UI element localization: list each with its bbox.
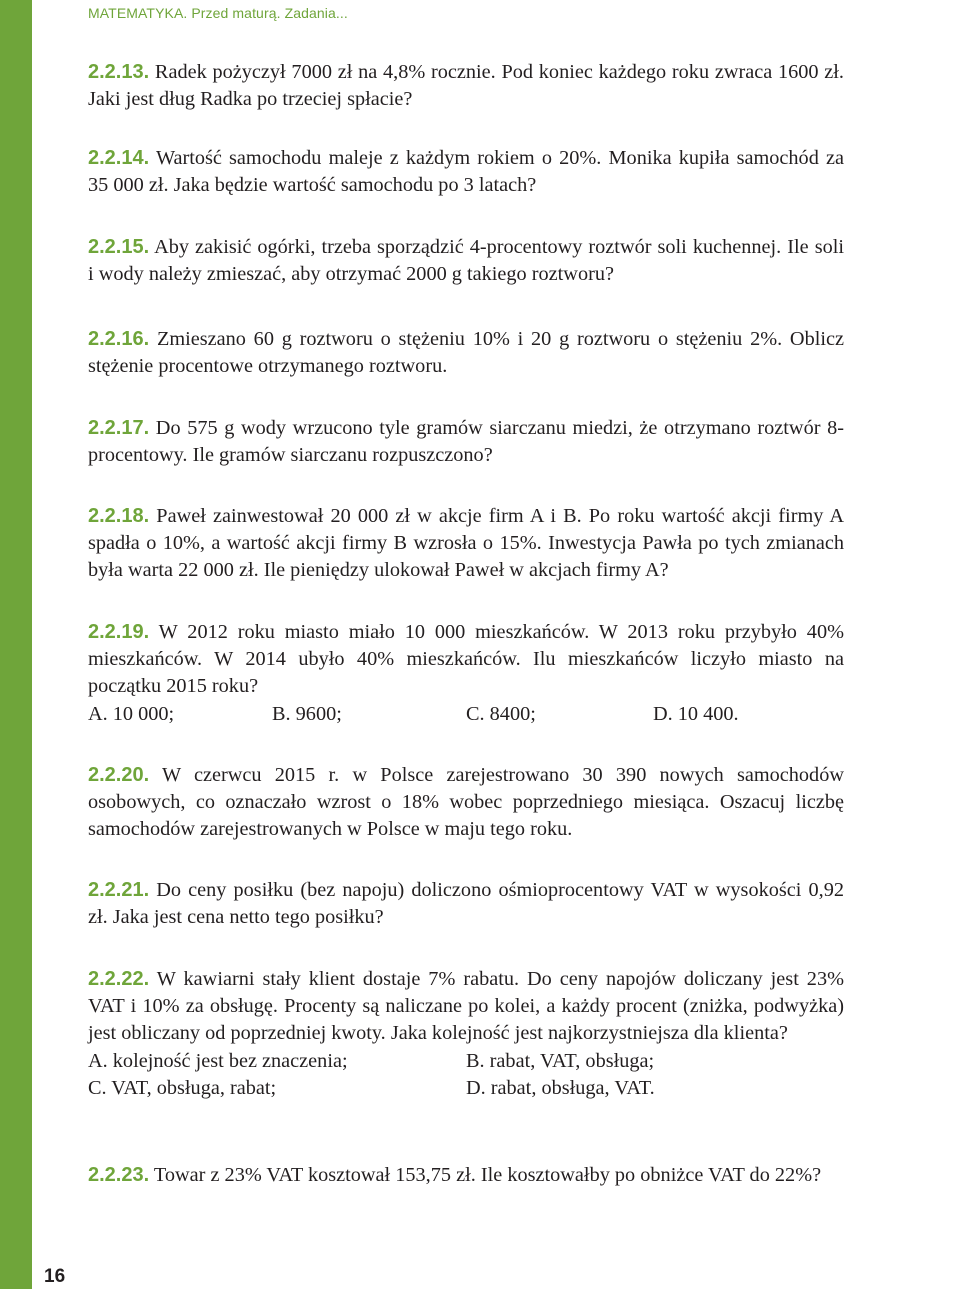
answer-option-d: D. 10 400.: [653, 702, 739, 725]
task-text: Aby zakisić ogórki, trzeba sporządzić 4-procentowy roztwór soli kuchennej. Ile soli i wody należy zmieszać, aby otrzymać 2000 g takiego roztworu?: [88, 236, 845, 286]
answer-option-d: D. rabat, obsługa, VAT.: [466, 1076, 655, 1099]
task-text: Paweł zainwestował 20 000 zł w akcje firm A i B. Po roku wartość akcji firmy A spadła o 10%, a wartość akcji firmy B wzrosła o 15%. Inwestycja Pawła po tych zmianach była warta 22 000 zł. Ile pieniędzy ulokował Paweł w akcjach firmy A?: [88, 505, 845, 582]
task-2-2-14: [88, 145, 844, 199]
task-number: 2.2.18.: [88, 505, 150, 527]
answer-options-row-2: [88, 1075, 844, 1102]
answer-options: [88, 701, 844, 728]
task-2-2-16: [88, 326, 844, 380]
task-number: 2.2.23.: [88, 1164, 150, 1186]
answer-option-b: B. rabat, VAT, obsługa;: [466, 1049, 655, 1072]
answer-option-c: C. VAT, obsługa, rabat;: [88, 1076, 277, 1099]
task-text: Do 575 g wody wrzucono tyle gramów siarczanu miedzi, że otrzymano roztwór 8-procentowy. Ile gramów siarczanu rozpuszczono?: [88, 417, 844, 467]
task-2-2-15: [88, 234, 844, 288]
task-2-2-21: [88, 877, 844, 931]
task-number: 2.2.13.: [88, 61, 150, 83]
task-number: 2.2.16.: [88, 328, 150, 350]
page-number: 16: [44, 1266, 66, 1287]
answer-option-b: B. 9600;: [272, 702, 342, 725]
task-text: W czerwcu 2015 r. w Polsce zarejestrowano 30 390 nowych samochodów osobowych, co oznaczało wzrost o 18% wobec poprzedniego miesiąca. Oszacuj liczbę samochodów zarejestrowanych w Polsce w maju tego roku.: [88, 764, 844, 841]
running-header: MATEMATYKA. Przed maturą. Zadania...: [88, 5, 348, 21]
task-number: 2.2.19.: [88, 621, 150, 643]
task-number: 2.2.20.: [88, 764, 150, 786]
answer-option-a: A. kolejność jest bez znaczenia;: [88, 1049, 348, 1072]
task-2-2-22: [88, 966, 844, 1102]
task-2-2-23: [88, 1162, 844, 1189]
task-number: 2.2.21.: [88, 879, 150, 901]
answer-options-row-1: [88, 1048, 844, 1075]
left-margin-bar: [0, 0, 32, 1289]
answer-option-a: A. 10 000;: [88, 702, 175, 725]
task-text: Zmieszano 60 g roztworu o stężeniu 10% i 20 g roztworu o stężeniu 2%. Oblicz stężenie procentowe otrzymanego roztworu.: [88, 328, 844, 378]
task-2-2-19: [88, 619, 844, 728]
task-number: 2.2.15.: [88, 236, 150, 258]
task-2-2-17: [88, 415, 844, 469]
task-text: Wartość samochodu maleje z każdym rokiem o 20%. Monika kupiła samochód za 35 000 zł. Jaka będzie wartość samochodu po 3 latach?: [88, 147, 844, 197]
task-text: Do ceny posiłku (bez napoju) doliczono ośmioprocentowy VAT w wysokości 0,92 zł. Jaka jest cena netto tego posiłku?: [88, 879, 844, 929]
task-2-2-20: [88, 762, 844, 844]
task-number: 2.2.14.: [88, 147, 150, 169]
task-2-2-13: [88, 59, 844, 113]
task-text: W kawiarni stały klient dostaje 7% rabatu. Do ceny napojów doliczany jest 23% VAT i 10% za obsługę. Procenty są naliczane po kolei, a każdy procent (zniżka, podwyżka) jest obliczany od poprzedniej kwoty. Jaka kolejność jest najkorzystniejsza dla klienta?: [88, 968, 844, 1045]
task-number: 2.2.17.: [88, 417, 150, 439]
answer-option-c: C. 8400;: [466, 702, 536, 725]
task-text: W 2012 roku miasto miało 10 000 mieszkańców. W 2013 roku przybyło 40% mieszkańców. W 2014 ubyło 40% mieszkańców. Ilu mieszkańców liczyło miasto na początku 2015 roku?: [88, 621, 844, 698]
task-2-2-18: [88, 503, 844, 585]
task-text: Towar z 23% VAT kosztował 153,75 zł. Ile kosztowałby po obniżce VAT do 22%?: [153, 1164, 822, 1186]
task-text: Radek pożyczył 7000 zł na 4,8% rocznie. Pod koniec każdego roku zwraca 1600 zł. Jaki jest dług Radka po trzeciej spłacie?: [88, 61, 844, 111]
task-number: 2.2.22.: [88, 968, 150, 990]
